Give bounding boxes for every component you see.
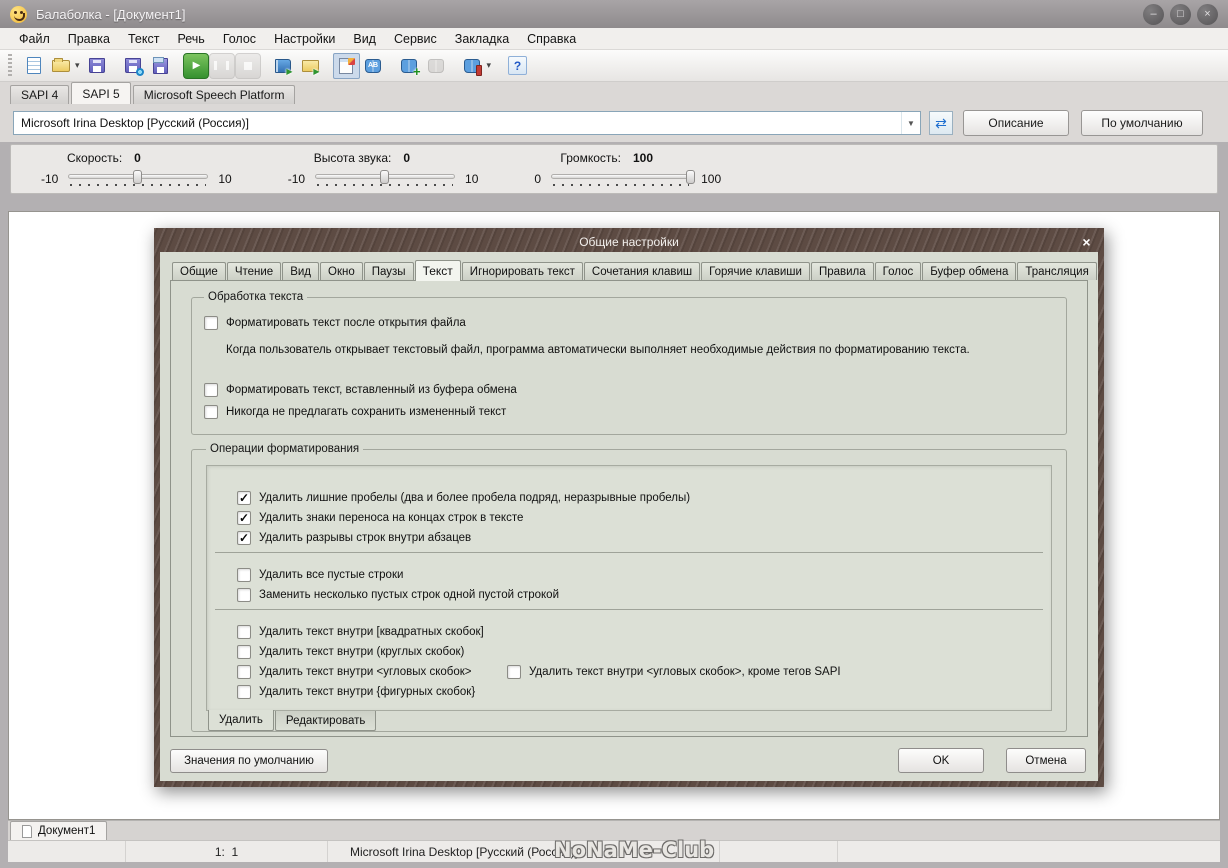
checkbox-label: Удалить текст внутри <угловых скобок>, кроме тегов SAPI (529, 666, 841, 678)
checkbox-row (237, 642, 1043, 662)
checkbox-row (237, 565, 1043, 585)
document-tab-label: Документ1 (38, 825, 96, 837)
spaces-options (237, 488, 1043, 548)
checkbox-row-angle-except-sapi (507, 662, 841, 682)
ok-button[interactable]: OK (898, 748, 984, 773)
menu-item[interactable]: Текст (127, 31, 160, 46)
checkbox-label: Удалить разрывы строк внутри абзацев (259, 532, 472, 544)
save-audio-icon[interactable] (120, 53, 147, 79)
read-text-icon[interactable] (270, 53, 297, 79)
window-control-button[interactable]: □ (1170, 4, 1191, 25)
dictionary-icon[interactable] (360, 53, 387, 79)
window-controls (1143, 4, 1218, 25)
slider-min-label: -10 (41, 171, 59, 186)
window-control-button[interactable]: – (1143, 4, 1164, 25)
menu-item[interactable]: Файл (19, 31, 50, 46)
menu-item[interactable]: Речь (177, 31, 205, 46)
dropdown-arrow-icon[interactable]: ▾ (75, 60, 80, 70)
checkbox-row (237, 622, 1043, 642)
voice-row (0, 104, 1228, 142)
checkbox[interactable] (237, 685, 251, 699)
new-document-icon[interactable] (20, 53, 47, 79)
checkbox[interactable]: ✓ (238, 511, 250, 525)
dialog-tab[interactable]: Текст (415, 260, 461, 281)
format-note: Когда пользователь открывает текстовый файл, программа автоматически выполняет необходимые действия по форматированию текста. (226, 344, 970, 356)
caret-position: 1: 1 (126, 841, 328, 862)
dialog-tab[interactable]: Голос (875, 262, 922, 280)
toolbar (0, 50, 1228, 82)
dialog-tab[interactable]: Вид (282, 262, 319, 280)
group-legend: Операции форматирования (210, 443, 360, 455)
divider (215, 609, 1043, 610)
dialog-tab[interactable]: Горячие клавиши (701, 262, 810, 280)
dialog-titlebar[interactable] (160, 231, 1098, 252)
open-file-icon[interactable] (47, 53, 74, 79)
divider (215, 552, 1043, 553)
slider-value: 0 (403, 151, 411, 165)
checkbox-row (204, 380, 1054, 400)
voice-description-button[interactable]: Описание (963, 110, 1069, 136)
dropdown-arrow-icon[interactable]: ▾ (486, 60, 492, 70)
menu-item[interactable]: Вид (353, 31, 376, 46)
checkbox-row (237, 682, 1043, 702)
checkbox-row (204, 402, 1054, 422)
menu-item[interactable]: Правка (67, 31, 110, 46)
checkbox-label: Удалить текст внутри <угловых скобок> (259, 666, 472, 678)
slider-track[interactable] (315, 170, 455, 187)
menu-item[interactable]: Сервис (393, 31, 437, 46)
save-file-icon[interactable] (84, 53, 111, 79)
slider-label: Высота звука: (313, 151, 392, 165)
refresh-voices-button[interactable]: ⇄ (929, 111, 953, 135)
checkbox[interactable] (237, 568, 251, 582)
defaults-button[interactable]: Значения по умолчанию (170, 749, 328, 773)
checkbox[interactable] (237, 588, 251, 602)
checkbox[interactable] (237, 625, 251, 639)
checkbox-label: Заменить несколько пустых строк одной пустой строкой (259, 589, 559, 601)
checkbox-label: Удалить знаки переноса на концах строк в тексте (259, 512, 524, 524)
dialog-tab[interactable]: Сочетания клавиш (584, 262, 700, 280)
menu-item[interactable]: Справка (527, 31, 577, 46)
slider-value: 0 (134, 151, 141, 165)
stop-icon[interactable] (235, 53, 261, 79)
group-formatting-operations (191, 443, 1067, 732)
window-control-button[interactable]: × (1197, 4, 1218, 25)
dialog-title: Общие настройки (579, 234, 679, 249)
engine-tab[interactable]: SAPI 5 (71, 82, 130, 104)
voice-parameters-panel (10, 144, 1218, 194)
checkbox-label: Удалить лишние пробелы (два и более пробела подряд, неразрывные пробелы) (259, 492, 691, 504)
document-editor-area[interactable] (8, 211, 1220, 820)
group-text-processing (191, 291, 1067, 435)
window-title: Балаболка - [Документ1] (36, 6, 186, 22)
tab-page-text (170, 280, 1088, 737)
settings-icon[interactable] (333, 53, 360, 79)
statusbar-cell (838, 841, 1220, 862)
dialog-buttons (170, 748, 1088, 773)
slider-group (288, 151, 479, 187)
dialog-tab[interactable]: Чтение (227, 262, 281, 280)
dialog-tab[interactable]: Общие (172, 262, 226, 280)
checkbox-label: Удалить текст внутри (круглых скобок) (259, 646, 465, 658)
slider-group (41, 151, 232, 187)
copy-audio-icon[interactable] (147, 53, 174, 79)
voice-select-value: Microsoft Irina Desktop [Русский (Россия)] (21, 116, 249, 130)
checkbox-label: Удалить все пустые строки (259, 569, 404, 581)
slider-value: 100 (632, 151, 653, 165)
dialog-tab[interactable]: Игнорировать текст (462, 262, 583, 280)
menu-item[interactable]: Закладка (454, 31, 510, 46)
checkbox-row (237, 508, 1043, 528)
statusbar-cell (720, 841, 838, 862)
engine-tab[interactable]: Microsoft Speech Platform (133, 85, 296, 104)
voice-default-button[interactable]: По умолчанию (1081, 110, 1203, 136)
pause-icon[interactable] (209, 53, 235, 79)
help-icon[interactable] (504, 53, 531, 79)
slider-thumb[interactable] (380, 170, 389, 184)
slider-thumb[interactable] (133, 170, 142, 184)
checkbox[interactable] (507, 665, 521, 679)
slider-thumb[interactable] (686, 170, 695, 184)
dictionary-add-icon[interactable] (396, 53, 423, 79)
play-icon[interactable] (183, 53, 209, 79)
slider-track[interactable] (551, 170, 691, 187)
dialog-tab[interactable]: Правила (811, 262, 874, 280)
checkbox[interactable] (204, 383, 218, 397)
checkbox-label: Форматировать текст, вставленный из буфера обмена (226, 384, 517, 396)
settings-dialog (154, 228, 1104, 787)
menu-item[interactable]: Настройки (274, 31, 336, 46)
checkbox[interactable] (204, 316, 218, 330)
dictionary-remove-icon[interactable] (459, 53, 486, 79)
checkbox[interactable]: ✓ (238, 491, 250, 505)
toolbar-buttons (20, 53, 531, 79)
checkbox-row (237, 488, 1043, 508)
slider-label: Скорость: (67, 151, 123, 165)
slider-max-label: 10 (218, 171, 232, 186)
slider-max-label: 10 (465, 171, 479, 186)
dictionary-copy-icon[interactable] (423, 53, 450, 79)
slider-min-label: -10 (287, 171, 306, 186)
statusbar-voice: Microsoft Irina Desktop [Русский (Россия)] (328, 841, 720, 862)
operations-subtabs (206, 711, 1052, 731)
checkbox-label: Удалить текст внутри {фигурных скобок} (259, 686, 476, 698)
dialog-body (160, 252, 1098, 781)
page-icon (22, 825, 32, 838)
engine-tab[interactable]: SAPI 4 (10, 85, 69, 104)
menubar (0, 28, 1228, 50)
empty-lines-options (237, 565, 1043, 605)
checkbox-row (204, 313, 1054, 333)
slider-max-label: 100 (701, 171, 722, 186)
dialog-close-icon[interactable]: × (1082, 233, 1091, 250)
dialog-tabs (170, 260, 1088, 280)
checkbox[interactable]: ✓ (238, 531, 250, 545)
menu-item[interactable]: Голос (222, 31, 257, 46)
titlebar (0, 0, 1228, 28)
checkbox-label: Никогда не предлагать сохранить измененный текст (226, 406, 507, 418)
dialog-tab[interactable]: Окно (320, 262, 363, 280)
checkbox[interactable] (204, 405, 218, 419)
cancel-button[interactable]: Отмена (1006, 748, 1086, 773)
statusbar-cell (8, 841, 126, 862)
engine-tabs (0, 82, 1228, 104)
app-icon (10, 6, 27, 23)
slider-min-label: 0 (534, 171, 542, 186)
operations-subtab[interactable]: Удалить (208, 710, 274, 731)
operations-subtab[interactable]: Редактировать (275, 711, 376, 731)
checkbox[interactable] (237, 665, 251, 679)
operations-panel (206, 465, 1052, 711)
checkbox-row (237, 585, 1043, 605)
dialog-tab[interactable]: Паузы (364, 262, 414, 280)
checkbox-label: Удалить текст внутри [квадратных скобок] (259, 626, 484, 638)
watermark: NoNaMe-Club (554, 838, 715, 862)
toolbar-drag-handle[interactable] (8, 54, 12, 78)
dialog-tab[interactable]: Буфер обмена (922, 262, 1016, 280)
chevron-down-icon[interactable]: ▼ (901, 112, 920, 134)
document-tabs (8, 820, 1220, 840)
group-legend: Обработка текста (208, 291, 304, 303)
slider-group (534, 151, 721, 187)
checkbox-label: Форматировать текст после открытия файла (226, 317, 466, 329)
checkbox-row (237, 528, 1043, 548)
checkbox[interactable] (237, 645, 251, 659)
dialog-tab[interactable]: Трансляция (1017, 262, 1096, 280)
slider-label: Громкость: (560, 151, 621, 165)
slider-track[interactable] (68, 170, 208, 187)
statusbar (8, 840, 1220, 862)
voice-select[interactable] (13, 111, 921, 135)
batch-convert-icon[interactable] (297, 53, 324, 79)
document-tab[interactable] (10, 821, 107, 840)
